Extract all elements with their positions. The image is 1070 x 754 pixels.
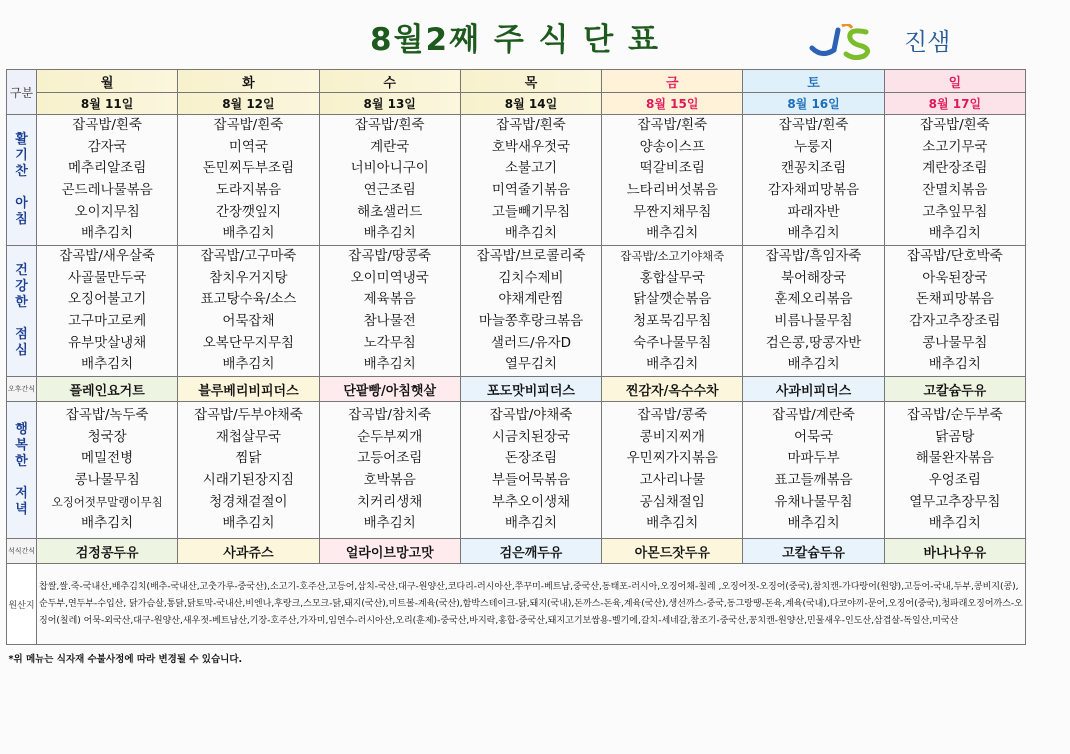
menu-item: 떡갈비조림 xyxy=(639,160,705,177)
day-name: 일 xyxy=(884,70,1025,93)
afternoon-snack-item: 포도맛비피더스 xyxy=(460,377,601,402)
menu-item: 홍합살무국 xyxy=(639,269,705,286)
menu-item: 잡곡밥/계란죽 xyxy=(772,407,855,424)
menu-item: 배추김치 xyxy=(504,515,558,532)
afternoon-snack-item: 찐감자/옥수수차 xyxy=(602,377,743,402)
menu-item: 잡곡밥/브로콜리죽 xyxy=(476,248,586,265)
menu-item: 배추김치 xyxy=(646,225,699,242)
day-name: 수 xyxy=(319,70,460,93)
menu-item: 치커리생채 xyxy=(357,493,423,510)
menu-item: 잡곡밥/흰죽 xyxy=(354,117,425,134)
menu-item: 시래기된장지짐 xyxy=(202,472,295,488)
menu-item: 잡곡밥/새우살죽 xyxy=(59,248,156,265)
lunch-cell xyxy=(460,246,601,377)
menu-item: 배추김치 xyxy=(222,515,275,532)
lunch-cell xyxy=(37,246,178,377)
breakfast-row xyxy=(7,115,1026,246)
menu-item: 고구마고로케 xyxy=(68,313,147,329)
day-date: 8월 17일 xyxy=(884,93,1025,115)
menu-item: 어묵국 xyxy=(793,428,834,445)
menu-item: 배추김치 xyxy=(646,515,699,532)
afternoon-snack-label: 오후간식 xyxy=(7,377,37,402)
menu-item: 어묵잡채 xyxy=(222,313,275,329)
day-date: 8월 12일 xyxy=(178,93,319,115)
breakfast-cell xyxy=(884,115,1025,246)
menu-item: 너비아니구이 xyxy=(350,160,429,177)
menu-item: 연근조림 xyxy=(363,182,416,198)
breakfast-cell xyxy=(37,115,178,246)
menu-item: 감자국 xyxy=(87,138,127,155)
menu-item: 메추리알조림 xyxy=(68,160,147,177)
menu-item: 도라지볶음 xyxy=(215,182,282,198)
breakfast-label: 활 기 찬 아 침 xyxy=(7,115,37,246)
menu-item: 미역줄기볶음 xyxy=(491,182,571,198)
menu-item: 콩나물무침 xyxy=(922,334,988,351)
menu-item: 배추김치 xyxy=(787,356,840,373)
menu-item: 돈장조림 xyxy=(504,450,558,467)
lunch-cell xyxy=(743,246,884,377)
menu-item: 누룽지 xyxy=(793,138,834,155)
breakfast-cell xyxy=(460,115,601,246)
origin-label: 원산지 xyxy=(7,564,37,645)
menu-item: 닭살깻순볶음 xyxy=(633,291,712,308)
menu-item: 배추김치 xyxy=(81,356,134,373)
menu-item: 잔멸치볶음 xyxy=(922,182,988,198)
menu-item: 양송이스프 xyxy=(639,138,705,155)
night-snack-item: 사과쥬스 xyxy=(178,539,319,564)
menu-item: 재첩살무국 xyxy=(215,428,282,445)
menu-item: 메밀전병 xyxy=(81,450,134,467)
afternoon-snack-item: 블루베리비피더스 xyxy=(178,377,319,402)
menu-item: 부들어묵볶음 xyxy=(491,472,571,488)
menu-item: 배추김치 xyxy=(787,225,840,242)
menu-item: 샐러드/유자D xyxy=(490,334,572,351)
menu-item: 열무고추장무침 xyxy=(909,493,1001,510)
menu-item: 유부맛살냉채 xyxy=(68,334,147,351)
day-date: 8월 11일 xyxy=(37,93,178,115)
menu-item: 야채계란찜 xyxy=(498,291,564,308)
menu-item: 배추김치 xyxy=(363,515,416,532)
menu-note: *위 메뉴는 식자재 수불사정에 따라 변경될 수 있습니다. xyxy=(8,654,243,665)
menu-item: 북어해장국 xyxy=(780,269,847,286)
lunch-cell xyxy=(884,246,1025,377)
menu-item: 호박볶음 xyxy=(363,472,416,488)
menu-item: 시금치된장국 xyxy=(491,428,571,445)
menu-item: 청포묵김무침 xyxy=(633,313,712,329)
menu-item: 오징어젓무말랭이무침 xyxy=(51,494,163,509)
menu-item: 호박새우젓국 xyxy=(491,138,571,155)
menu-item: 계란장조림 xyxy=(922,160,988,177)
menu-item: 잡곡밥/흰죽 xyxy=(637,117,708,134)
menu-item: 간장깻잎지 xyxy=(215,203,282,220)
afternoon-snack-item: 사과비피더스 xyxy=(743,377,884,402)
menu-item: 잡곡밥/소고기야채죽 xyxy=(620,249,725,264)
menu-item: 사골물만두국 xyxy=(68,269,147,286)
js-logo-icon xyxy=(808,24,878,60)
menu-item: 콩나물무침 xyxy=(74,472,140,488)
menu-item: 배추김치 xyxy=(646,356,699,373)
menu-item: 참나물전 xyxy=(363,313,416,329)
lunch-row xyxy=(7,246,1026,377)
dinner-cell xyxy=(319,402,460,539)
menu-item: 잡곡밥/두부야채죽 xyxy=(193,407,303,424)
menu-item: 잡곡밥/콩죽 xyxy=(637,407,708,424)
night-snack-row xyxy=(7,539,1026,564)
dinner-cell xyxy=(37,402,178,539)
dinner-label: 행 복 한 저 녁 xyxy=(7,402,37,539)
menu-item: 표고탕수육/소스 xyxy=(200,291,297,308)
dinner-row xyxy=(7,402,1026,539)
menu-item: 고사리나물 xyxy=(639,472,705,488)
menu-item: 훈제오리볶음 xyxy=(774,291,853,308)
night-snack-item: 아몬드잣두유 xyxy=(602,539,743,564)
night-snack-item: 검은깨두유 xyxy=(460,539,601,564)
menu-item: 마파두부 xyxy=(787,450,840,467)
breakfast-cell xyxy=(178,115,319,246)
menu-item: 느타리버섯볶음 xyxy=(626,182,718,198)
menu-item: 감자채피망볶음 xyxy=(767,182,860,198)
afternoon-snack-item: 플레인요거트 xyxy=(37,377,178,402)
menu-table xyxy=(6,69,1026,671)
menu-item: 열무김치 xyxy=(504,356,558,373)
menu-item: 공심채절임 xyxy=(639,493,705,510)
menu-item: 배추김치 xyxy=(928,225,981,242)
menu-item: 배추김치 xyxy=(787,515,840,532)
menu-item: 잡곡밥/흰죽 xyxy=(496,117,566,134)
menu-item: 우엉조림 xyxy=(928,472,981,488)
menu-item: 파래자반 xyxy=(787,203,840,220)
menu-item: 순두부찌개 xyxy=(357,428,423,445)
menu-item: 소고기무국 xyxy=(922,138,988,155)
menu-item: 배추김치 xyxy=(81,515,134,532)
menu-item: 검은콩,땅콩자반 xyxy=(765,334,862,351)
menu-item: 미역국 xyxy=(228,138,268,155)
menu-item: 해초샐러드 xyxy=(357,203,423,220)
menu-item: 노각무침 xyxy=(363,334,416,351)
lunch-cell xyxy=(178,246,319,377)
menu-item: 배추김치 xyxy=(222,225,275,242)
menu-item: 해물완자볶음 xyxy=(915,450,994,467)
afternoon-snack-row xyxy=(7,377,1026,402)
menu-item: 배추김치 xyxy=(222,356,275,373)
menu-item: 잡곡밥/흰죽 xyxy=(919,117,990,134)
day-date: 8월 16일 xyxy=(743,93,884,115)
menu-item: 오이미역냉국 xyxy=(350,269,429,286)
night-snack-label: 석식간식 xyxy=(7,539,37,564)
night-snack-item: 바나나우유 xyxy=(884,539,1025,564)
lunch-cell xyxy=(319,246,460,377)
menu-item: 참치우거지탕 xyxy=(209,269,288,286)
menu-item: 잡곡밥/단호박죽 xyxy=(906,248,1003,265)
menu-item: 우민찌가지볶음 xyxy=(626,450,718,467)
menu-item: 잡곡밥/흑임자죽 xyxy=(765,248,862,265)
day-date: 8월 13일 xyxy=(319,93,460,115)
menu-item: 잡곡밥/참치죽 xyxy=(348,407,432,424)
night-snack-item: 얼라이브망고맛 xyxy=(319,539,460,564)
header-label: 구분 xyxy=(7,70,37,115)
menu-item: 고등어조림 xyxy=(357,450,423,467)
menu-item: 무짠지채무침 xyxy=(633,203,712,220)
day-date: 8월 14일 xyxy=(460,93,601,115)
menu-item: 배추김치 xyxy=(928,515,981,532)
menu-item: 찜닭 xyxy=(235,450,262,467)
menu-item: 잡곡밥/야채죽 xyxy=(489,407,573,424)
menu-item: 콩비지찌개 xyxy=(639,428,705,445)
menu-item: 돈채피망볶음 xyxy=(915,291,994,308)
menu-item: 배추김치 xyxy=(504,225,558,242)
menu-item: 곤드레나물볶음 xyxy=(61,182,153,198)
night-snack-item: 검정콩두유 xyxy=(37,539,178,564)
menu-item: 마늘쫑후랑크볶음 xyxy=(478,313,584,329)
menu-item: 잡곡밥/흰죽 xyxy=(213,117,284,134)
menu-item: 고들빼기무침 xyxy=(491,203,571,220)
dinner-cell xyxy=(743,402,884,539)
menu-item: 소불고기 xyxy=(504,160,558,177)
menu-item: 비름나물무침 xyxy=(774,313,853,329)
menu-item: 고추잎무침 xyxy=(922,203,988,220)
menu-item: 오징어불고기 xyxy=(68,291,147,308)
menu-item: 청국장 xyxy=(87,428,127,445)
menu-item: 청경채겉절이 xyxy=(209,493,288,510)
afternoon-snack-item: 단팥빵/아침햇살 xyxy=(319,377,460,402)
menu-item: 잡곡밥/땅콩죽 xyxy=(348,248,432,265)
menu-item: 아욱된장국 xyxy=(922,269,988,286)
dinner-cell xyxy=(602,402,743,539)
day-name: 월 xyxy=(37,70,178,93)
menu-item: 배추김치 xyxy=(81,225,134,242)
breakfast-cell xyxy=(743,115,884,246)
menu-item: 돈민찌두부조림 xyxy=(202,160,295,177)
menu-item: 잡곡밥/흰죽 xyxy=(72,117,143,134)
menu-item: 오이지무침 xyxy=(74,203,140,220)
origin-text: 찹쌀,쌀.죽-국내산,배추김치(배추-국내산,고춧가루-중국산),소고기-호주산,고등어,삼치-국산,대구-원양산,코다리-러시아산,쭈꾸미-베트남,중국산,동태포-러시아,오징어채-칠레 ,오징어젓-오징어(중국),참치캔-가다랑어(원양),고등어-국내,두부,콩비지(콩),순두부,연두부-수입산, 닭가슴살,통닭,닭토막-국내산,비엔나,후랑크,스모크-닭,돼지(국산),미트볼-계육(국산),함박스테이크-닭,돼지(국내),돈까스-돈육,계육(국산),생선까스-중국,동그랑땡-돈육,계육(국내),다코야끼-문어,오징어(중국),청파래오징어까스-오징어(칠레) 어묵-외국산,대구-원양산,새우젓-베트남산,기장-호주산,가자미,임연수-러시아산,오리(훈제)-중국산,바지락,홍합-중국산,돼지고기보쌈용-벨기에,갈치-세네갈,참조기-중국산,꽁치캔-원양산,민물새우-인도산,삼겹살-독일산,미국산 xyxy=(37,564,1026,645)
day-name: 금 xyxy=(602,70,743,93)
menu-item: 계란국 xyxy=(370,138,410,155)
afternoon-snack-item: 고칼슘두유 xyxy=(884,377,1025,402)
breakfast-cell xyxy=(319,115,460,246)
menu-item: 배추김치 xyxy=(363,356,416,373)
menu-item: 숙주나물무침 xyxy=(633,334,712,351)
day-name: 목 xyxy=(460,70,601,93)
night-snack-item: 고칼슘두유 xyxy=(743,539,884,564)
menu-item: 감자고추장조림 xyxy=(909,313,1001,329)
menu-item: 배추김치 xyxy=(928,356,981,373)
menu-item: 배추김치 xyxy=(363,225,416,242)
day-name: 토 xyxy=(743,70,884,93)
menu-item: 잡곡밥/고구마죽 xyxy=(200,248,297,265)
menu-item: 유채나물무침 xyxy=(774,493,853,510)
menu-item: 잡곡밥/흰죽 xyxy=(778,117,849,134)
brand-logo xyxy=(808,24,988,60)
menu-item: 잡곡밥/순두부죽 xyxy=(906,407,1003,424)
menu-item: 제육볶음 xyxy=(363,291,416,308)
lunch-label: 건 강 한 점 심 xyxy=(7,246,37,377)
day-date: 8월 15일 xyxy=(602,93,743,115)
menu-item: 캔꽁치조림 xyxy=(780,160,847,177)
day-name: 화 xyxy=(178,70,319,93)
dinner-cell xyxy=(460,402,601,539)
menu-item: 김치수제비 xyxy=(498,269,564,286)
lunch-cell xyxy=(602,246,743,377)
brand-name: 진샘 xyxy=(904,28,951,56)
menu-item: 잡곡밥/녹두죽 xyxy=(65,407,149,424)
dinner-cell xyxy=(884,402,1025,539)
menu-item: 표고들깨볶음 xyxy=(774,472,853,488)
menu-item: 닭곰탕 xyxy=(935,428,975,445)
page-title: 8월2째 주 식 단 표 xyxy=(370,22,660,58)
menu-item: 오복단무지무침 xyxy=(202,334,295,351)
dinner-cell xyxy=(178,402,319,539)
breakfast-cell xyxy=(602,115,743,246)
menu-item: 부추오이생채 xyxy=(491,493,571,510)
